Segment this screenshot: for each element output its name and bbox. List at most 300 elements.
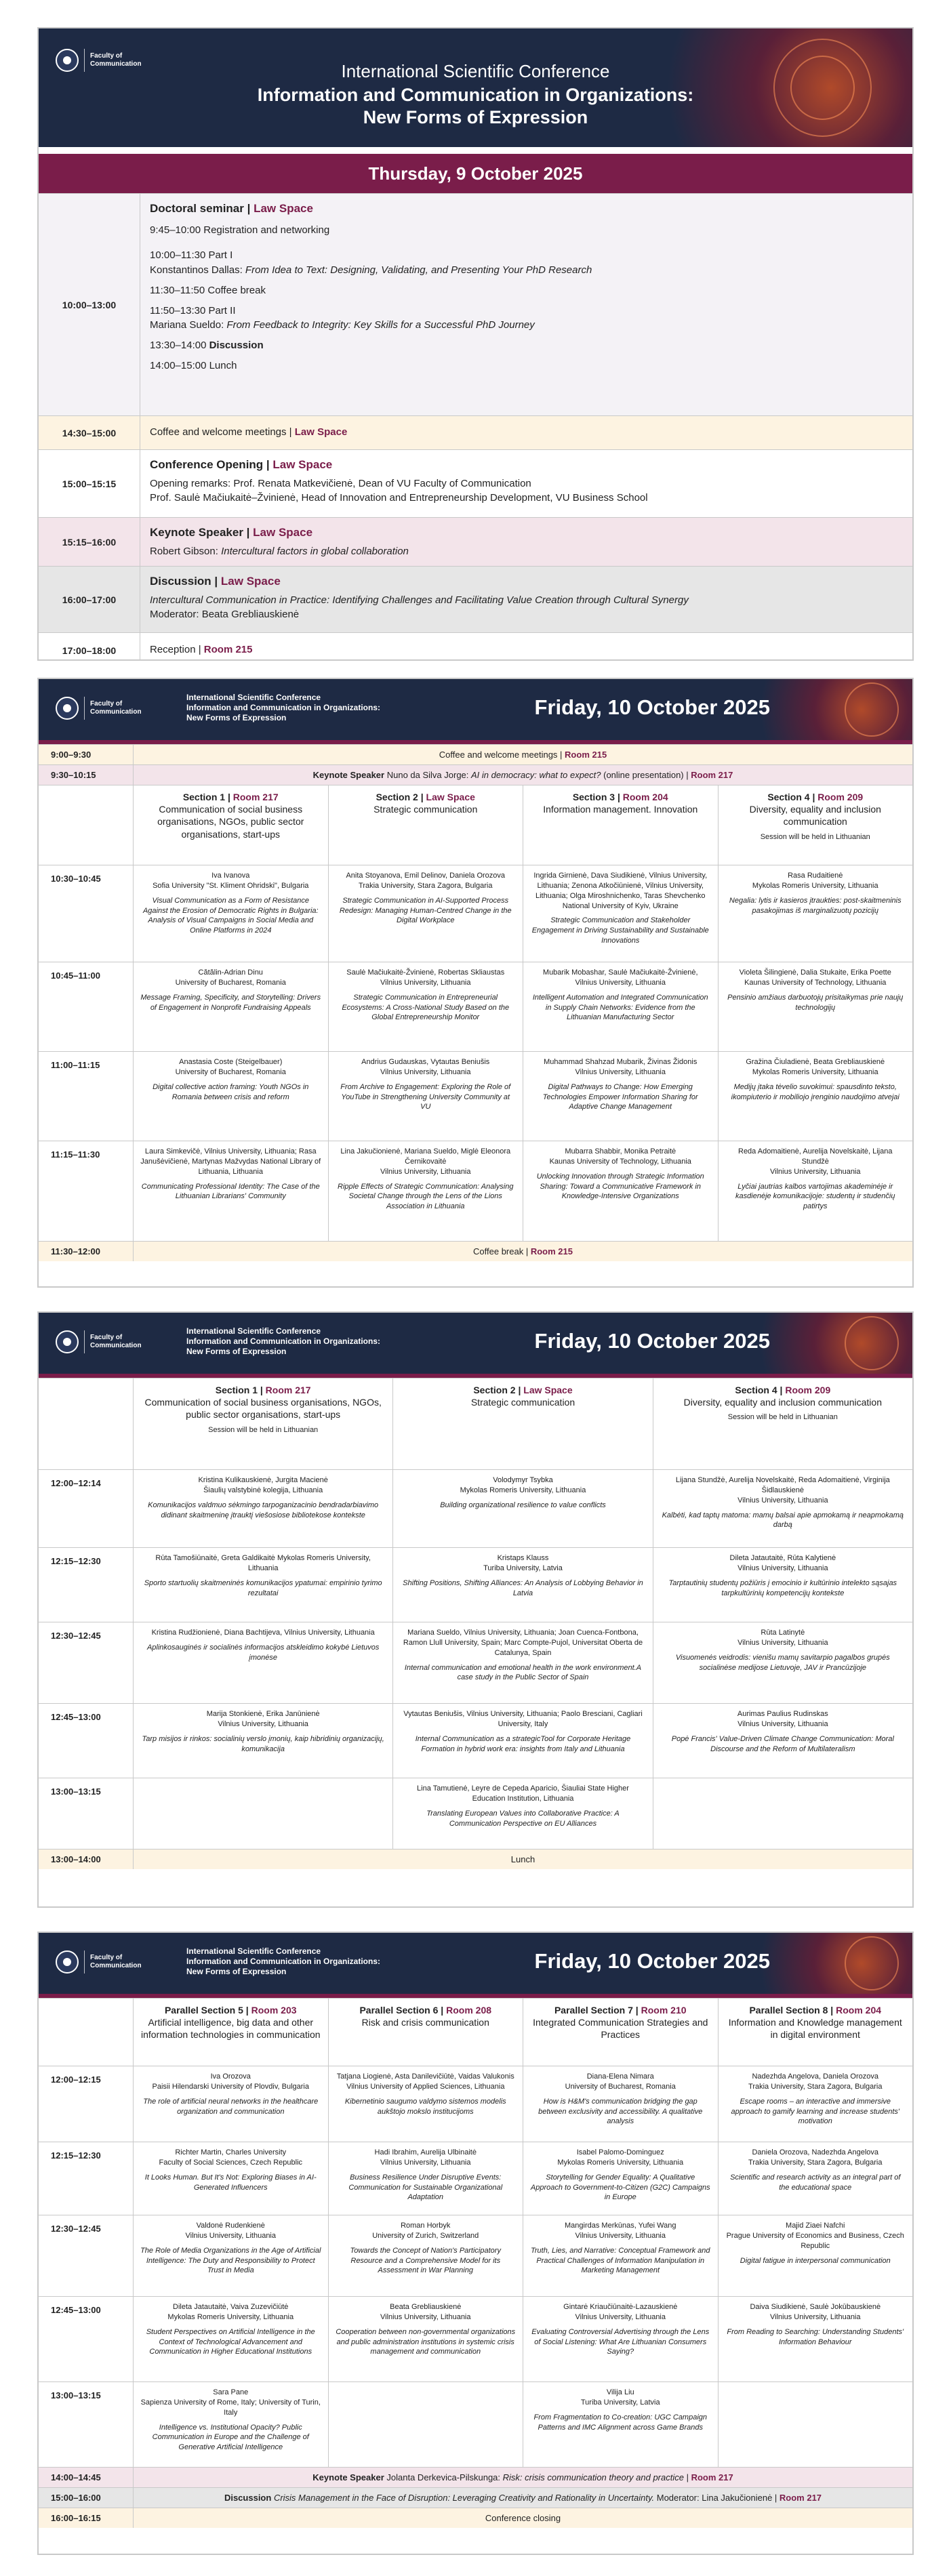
a-text: Diana-Elena Nimara University of Bucharest, Romania <box>565 2072 676 2091</box>
a-text: Rūta Tamošiūnaitė, Greta Galdikaitė Mykolas Romeris University, Lithuania <box>155 1554 371 1572</box>
time-slot: 14:00–14:45 <box>39 2468 134 2487</box>
note-text: Session will be held in Lithuanian <box>727 1413 838 1422</box>
title-text: Conference Opening <box>150 458 264 471</box>
mod-text: Moderator: Beata Grebliauskienė <box>150 609 300 621</box>
friday-panel-3 <box>37 1931 914 2555</box>
discussion-row <box>39 2487 912 2508</box>
name-text: Section 1 | <box>215 1385 266 1395</box>
time-slot: 11:15–11:30 <box>39 1141 134 1241</box>
time-slot: 9:30–10:15 <box>39 765 134 785</box>
session-cell <box>134 2215 329 2296</box>
section-header <box>653 1378 912 1469</box>
section-header <box>523 1999 719 2066</box>
t-text: Strategic Communication in AI-Supported Process Redesign: Managing Human-Centred Change in the Digital Workplace <box>339 896 512 925</box>
session-cell <box>393 1622 653 1703</box>
session-cell <box>134 865 329 962</box>
t-text: Escape rooms – an interactive and immersive approach to gamify learning and increase students' motivation <box>731 2097 900 2126</box>
reception-row: 17:00–18:00 Reception | Room 215 <box>39 632 912 661</box>
section-headers <box>39 785 912 865</box>
slot-row <box>39 2066 912 2142</box>
a-text: Aurimas Paulius Rudinskas Vilnius University, Lithuania <box>737 1710 828 1728</box>
a-text: Saulė Mačiukaitė-Žvinienė, Robertas Skliaustas Vilnius University, Lithuania <box>346 968 505 987</box>
a-text: Anita Stoyanova, Emil Delinov, Daniela Orozova Trakia University, Stara Zagora, Bulgaria <box>346 872 506 890</box>
t-text: Visuomenės veidrodis: vienišu mamų savitarpio pagalbos grupės socialinėse medijose Lietuvoje, JAV ir Prancūzijoje <box>675 1653 890 1672</box>
room-text: Law Space <box>523 1385 573 1395</box>
a-text: Marija Stonkienė, Erika Janūnienė Vilnius University, Lithuania <box>206 1710 320 1728</box>
time-slot: 13:00–13:15 <box>39 2382 134 2467</box>
t-text: Digital Pathways to Change: How Emerging Technologies Empower Information Sharing for Adaptive Change Management <box>542 1082 698 1111</box>
t-text: Internal Communication as a strategicTool for Corporate Heritage Formation in hybrid work era: insights from Italy and Lithuania <box>415 1734 631 1753</box>
l6a-text: Mariana Sueldo: <box>150 319 227 331</box>
t-text: Digital fatigue in interpersonal communication <box>740 2256 891 2265</box>
line1-text: International Scientific Conference <box>186 1946 321 1956</box>
t-text: Tarptautinių studentų požiūris į emocinio ir kultūrinio intelekto sąsajas tarpkultūrinių kompetencijų kontekste <box>668 1578 897 1597</box>
section-header <box>719 785 913 865</box>
section-header <box>719 1999 913 2066</box>
t-text: Towards the Concept of Nation's Participatory Resource and a Comprehensive Model for its Assessment in War Planning <box>350 2246 501 2275</box>
a-text: Beata Grebliauskienė Vilnius University, Lithuania <box>380 2303 471 2321</box>
a-text: Mubarra Shabbir, Monika Petraitė Kaunas University of Technology, Lithuania <box>549 1147 691 1166</box>
a-text: Sara Pane Sapienza University of Rome, Italy; University of Turin, Italy <box>140 2388 321 2417</box>
text-text: Lunch <box>510 1854 535 1864</box>
t-text: Negalia: lytis ir kasieros įtraukties: post-skaitmeninis pasakojimas iš marginalizuotų pozicijų <box>729 896 902 915</box>
name-text: Parallel Section 6 | <box>359 2005 447 2016</box>
l1-text: Opening remarks: Prof. Renata Matkevičienė, Dean of VU Faculty of Communication <box>150 477 531 489</box>
a-text: Majid Ziaei Nafchi Prague University of Economics and Business, Czech Republic <box>726 2222 904 2250</box>
time-slot: 15:00–16:00 <box>39 2488 134 2508</box>
friday-panel-1 <box>37 678 914 1288</box>
friday-banner <box>39 1933 912 1994</box>
session-cell <box>329 2215 524 2296</box>
a-text: Lina Jakučionienė, Mariana Sueldo, Miglė Eleonora Černikovaitė Vilnius University, Lithuania <box>340 1147 511 1176</box>
session-cell <box>134 962 329 1051</box>
t-text: Business Resilience Under Disruptive Events: Communication for Sustainable Organizational Adaptation <box>348 2173 503 2202</box>
time-slot <box>39 1999 134 2066</box>
note-text: Session will be held in Lithuanian <box>760 832 870 841</box>
speaker-text: Robert Gibson: <box>150 545 222 557</box>
session-cell <box>719 2382 913 2467</box>
topic-text: Information management. Innovation <box>543 804 698 815</box>
day2_date-text: Friday, 10 October 2025 <box>534 1949 770 1973</box>
t-text: Communicating Professional Identity: The Case of the Lithuanian Librarians' Community <box>141 1182 320 1201</box>
time-slot: 12:15–12:30 <box>39 2142 134 2215</box>
text-text: Reception <box>150 644 196 655</box>
a-text: Iva Ivanova Sofia University "St. Kliment Ohridski", Bulgaria <box>153 872 309 890</box>
room-text: Room 204 <box>836 2005 882 2016</box>
session-cell <box>523 962 719 1051</box>
session-cell <box>653 1470 912 1547</box>
session-cell <box>719 2142 913 2215</box>
post-text: Moderator: Lina Jakučionienė | <box>654 2493 780 2503</box>
a-text: Vytautas Beniušis, Vilnius University, Lithuania; Paolo Bresciani, Cagliari University, Italy <box>403 1710 643 1728</box>
session-cell <box>329 2297 524 2381</box>
session-cell <box>329 2382 524 2467</box>
session-cell <box>523 865 719 962</box>
a-text: Volodymyr Tsybka Mykolas Romeris University, Lithuania <box>460 1476 586 1494</box>
name-text: Section 2 | <box>376 792 426 802</box>
room-text: Room 215 <box>203 644 253 655</box>
a-text: Mangirdas Merkūnas, Yufei Wang Vilnius University, Lithuania <box>565 2222 676 2240</box>
opening-row: 15:00–15:15 Conference Opening | Law Space Opening remarks: Prof. Renata Matkevičienė, Dean of VU Faculty of Communication Prof. Saulė Mačiukaitė–Žvinienė, Head of Innovation and Entrepreneurship Development, VU Business School <box>39 449 912 517</box>
a-text: Dileta Jatautaitė, Rūta Kalytienė Vilnius University, Lithuania <box>729 1554 836 1572</box>
post-text: | <box>683 2472 691 2482</box>
line3-text: New Forms of Expression <box>186 1347 287 1356</box>
l3b-text: From Idea to Text: Designing, Validating, and Presenting Your PhD Research <box>245 264 592 277</box>
t-text: Scientific and research activity as an integral part of the educational space <box>730 2173 901 2192</box>
session-cell <box>523 2382 719 2467</box>
session-cell <box>329 962 524 1051</box>
a-text: Valdonė Rudenkienė Vilnius University, Lithuania <box>185 2222 276 2240</box>
room-text: Room 217 <box>691 770 733 780</box>
keynote-row <box>39 2467 912 2487</box>
time-slot: 10:30–10:45 <box>39 865 134 962</box>
talk-text: Intercultural Communication in Practice: Identifying Challenges and Facilitating Value Creation through Cultural Synergy <box>150 594 689 606</box>
room-text: Room 203 <box>251 2005 297 2016</box>
session-cell <box>719 865 913 962</box>
t-text: Storytelling for Gender Equality: A Qualitative Approach to Government-to-Citizen (G2C) Campaigns in Europe <box>530 2173 710 2202</box>
session-cell <box>134 1141 329 1241</box>
a-text: Mubarik Mobashar, Saulė Mačiukaitė-Žvinienė, Vilnius University, Lithuania <box>542 968 698 987</box>
slot-row <box>39 1778 912 1849</box>
time-slot: 12:45–13:00 <box>39 1704 134 1778</box>
session-cell <box>523 2066 719 2142</box>
a-text: Richter Martin, Charles University Faculty of Social Sciences, Czech Republic <box>159 2148 303 2167</box>
t-text: Pensinio amžiaus darbuotojų prisitaikymas prie naujų technologijų <box>727 993 904 1012</box>
a-text: Kristaps Klauss Turiba University, Latvia <box>483 1554 563 1572</box>
name-text: Section 4 | <box>767 792 818 802</box>
t-text: Building organizational resilience to value conflicts <box>440 1500 606 1509</box>
a-text: Roman Horbyk University of Zurich, Switzerland <box>372 2222 479 2240</box>
session-cell <box>134 2142 329 2215</box>
a-text: Lina Tamutienė, Leyre de Cepeda Aparicio, Šiauliai State Higher Education Institution, Lithuania <box>417 1784 629 1803</box>
time-slot: 15:15–16:00 <box>39 518 140 566</box>
session-cell <box>329 2066 524 2142</box>
time-slot: 12:45–13:00 <box>39 2297 134 2381</box>
title-text: Keynote Speaker <box>150 526 243 539</box>
room-text: Law Space <box>254 202 313 215</box>
session-cell <box>393 1704 653 1778</box>
talk-text: Intercultural factors in global collaboration <box>221 545 409 557</box>
discussion-row: 16:00–17:00 Discussion | Law Space Intercultural Communication in Practice: Identifying Challenges and Facilitating Value Creation through Cultural Synergy Moderator: Beata Grebliauskienė <box>39 566 912 632</box>
session-cell <box>329 2142 524 2215</box>
keynote-row <box>39 764 912 785</box>
a-text: Dileta Jatautaitė, Vaiva Zuzevičiūtė Mykolas Romeris University, Lithuania <box>167 2303 294 2321</box>
l7a-text: 13:30–14:00 <box>150 340 209 352</box>
topic-text: Integrated Communication Strategies and Practices <box>533 2017 708 2041</box>
l8-text: 14:00–15:00 Lunch <box>150 359 237 371</box>
session-cell <box>719 1141 913 1241</box>
t-text: Ripple Effects of Strategic Communication: Analysing Societal Change through the Lens of the Lions Association in Lithuania <box>338 1182 514 1211</box>
t-text: Cooperation between non-governmental organizations and public administration institutions in systemic crisis management and communication <box>336 2327 516 2356</box>
a-text: Laura Simkevičė, Vilnius University, Lithuania; Rasa Janušėvičienė, Martynas Mažvydas National Library of Lithuania, Lithuania <box>140 1147 321 1176</box>
session-cell <box>393 1470 653 1547</box>
topic-text: Strategic communication <box>373 804 478 815</box>
day-title: Thursday, 9 October 2025 <box>39 154 912 193</box>
mid-text: Nuno da Silva Jorge: <box>384 770 472 780</box>
topic-text: Information and Knowledge management in digital environment <box>728 2017 902 2041</box>
name-text: Parallel Section 7 | <box>554 2005 641 2016</box>
t-text: How is H&M's communication bridging the gap between exclusivity and accessibility. A qualitative analysis <box>538 2097 703 2126</box>
talk-text: Crisis Management in the Face of Disruption: Leveraging Creativity and Rationality in Uncertainty. <box>273 2493 655 2503</box>
doctoral-seminar-row: 10:00–13:00 Doctoral seminar | Law Space 9:45–10:00 Registration and networking 10:00–11:30 Part I Konstantinos Dallas: From Idea to Text: Designing, Validating, and Presenting Your PhD Research 11:30–11:50 Coffee break 11:50–13:30 Part II Mariana Sueldo: From Feedback to Integrity: Key Skills for a Successful PhD Journey 13:30–14:00 Discussion 14:00–15:00 Lunch <box>39 193 912 415</box>
coffee-row <box>39 744 912 764</box>
a-text: Vilija Liu Turiba University, Latvia <box>580 2388 660 2407</box>
t-text: Truth, Lies, and Narrative: Conceptual Framework and Practical Challenges of Information Manipulation in Marketing Management <box>530 2246 710 2275</box>
session-cell <box>653 1704 912 1778</box>
line3-text: New Forms of Expression <box>363 107 588 127</box>
t-text: Student Perspectives on Artificial Intelligence in the Context of Technological Advancement and Communication in Higher Educational Institutions <box>146 2327 315 2356</box>
slot-row <box>39 1469 912 1547</box>
slot-row <box>39 2215 912 2296</box>
session-cell <box>719 2215 913 2296</box>
session-cell <box>653 1778 912 1849</box>
time-slot: 16:00–17:00 <box>39 567 140 632</box>
faculty-logo <box>56 1950 148 1974</box>
time-slot: 15:00–15:15 <box>39 450 140 517</box>
topic-text: Diversity, equality and inclusion communication <box>749 804 881 827</box>
lunch-row <box>39 1849 912 1869</box>
session-cell <box>653 1622 912 1703</box>
t-text: Strategic Communication in Entrepreneurial Ecosystems: A Cross-National Study Based on the Global Entrepreneurship Monitor <box>342 993 510 1022</box>
t-text: Lyčiai jautrias kalbos vartojimas akademinėje ir kasdienėje komunikacijoje: studentų ir studenčių patirtys <box>735 1182 895 1211</box>
topic-text: Risk and crisis communication <box>361 2017 489 2028</box>
talk-text: AI in democracy: what to expect? <box>471 770 601 780</box>
a-text: Rasa Rudaitienė Mykolas Romeris University, Lithuania <box>752 872 878 890</box>
t-text: Internal communication and emotional health in the work environment.A case study in the Public Sector of Spain <box>404 1663 642 1682</box>
a-text: Nadezhda Angelova, Daniela Orozova Trakia University, Stara Zagora, Bulgaria <box>748 2072 883 2091</box>
a-text: Mariana Sueldo, Vilnius University, Lithuania; Joan Cuenca-Fontbona, Ramon Llull University, Spain; Marc Compte-Pujol, Universitat Oberta de Catalunya, Spain <box>403 1629 643 1657</box>
mid-text: Jolanta Derkevica-Pilskunga: <box>384 2472 503 2482</box>
t-text: Digital collective action framing: Youth NGOs in Romania between crisis and reform <box>153 1082 309 1101</box>
slot-row <box>39 1141 912 1241</box>
room-text: Room 215 <box>565 750 607 760</box>
session-cell <box>329 1052 524 1141</box>
room-text: Room 209 <box>785 1385 831 1395</box>
session-cell <box>523 1141 719 1241</box>
friday-banner <box>39 1313 912 1374</box>
topic-text: Communication of social business organisations, NGOs, public sector organisations, start-ups <box>157 804 304 840</box>
a-text: Rūta Latinytė Vilnius University, Lithuania <box>737 1629 828 1647</box>
line1-text: International Scientific Conference <box>186 1326 321 1336</box>
faculty-logo <box>56 697 148 720</box>
t-text: Strategic Communication and Stakeholder Engagement in Driving Sustainability and Sustainable Innovations <box>531 916 709 945</box>
t-text: From Archive to Engagement: Exploring the Role of YouTube in Strengthening University Community at VU <box>340 1082 511 1111</box>
text-text: Conference closing <box>485 2513 561 2523</box>
section-header <box>393 1378 653 1469</box>
t-text: Intelligence vs. Institutional Opacity? Public Communication in Europe and the Challenge of Generative Artificial Intelligence <box>152 2423 309 2452</box>
a-text: Hadi Ibrahim, Aurelija Ulbinaitė Vilnius University, Lithuania <box>374 2148 477 2167</box>
day2_date-text: Friday, 10 October 2025 <box>534 1329 770 1353</box>
coffee-row: 14:30–15:00 Coffee and welcome meetings | Law Space <box>39 415 912 449</box>
room-text: Law Space <box>272 458 333 471</box>
t-text: Sporto startuolių skaitmeninės komunikacijos ypatumai: empirinio tyrimo rezultatai <box>144 1578 382 1597</box>
room-text: Law Space <box>294 426 348 438</box>
faculty_logo-text: Faculty of Communication <box>90 700 142 716</box>
t-text: It Looks Human. But It's Not: Exploring Biases in AI-Generated Influencers <box>144 2173 317 2192</box>
session-cell <box>134 1470 393 1547</box>
a-text: Reda Adomaitienė, Aurelija Novelskaitė, Lijana Stundžė Vilnius University, Lithuania <box>738 1147 893 1176</box>
section-header <box>134 1999 329 2066</box>
section-header <box>329 1999 524 2066</box>
university-seal-icon <box>56 1330 79 1353</box>
slot-row <box>39 1547 912 1622</box>
a-text: Ingrida Girnienė, Dava Siudikienė, Vilnius University, Lithuania; Zenona Atkočiūnienė, Vilnius University, Lithuania; Olga Miroshnichenko, Taras Shevchenko National University of Kyiv, Ukraine <box>533 872 708 910</box>
university-seal-icon <box>56 1950 79 1974</box>
faculty-logo <box>56 1330 148 1353</box>
line2-text: Information and Communication in Organizations: <box>186 1336 381 1346</box>
room-text: Law Space <box>220 575 281 588</box>
section-headers <box>39 1378 912 1469</box>
slot-row <box>39 2296 912 2381</box>
line2-text: Information and Communication in Organizations: <box>186 1957 381 1966</box>
a-text: Gražina Čiuladienė, Beata Grebliauskienė Mykolas Romeris University, Lithuania <box>746 1058 885 1076</box>
name-text: Section 1 | <box>182 792 233 802</box>
text-text: Coffee break | <box>473 1246 531 1256</box>
session-cell <box>134 2297 329 2381</box>
a-text: Daiva Siudikienė, Saulė Jokūbauskienė Vilnius University, Lithuania <box>750 2303 881 2321</box>
a-text: Daniela Orozova, Nadezhda Angelova Trakia University, Stara Zagora, Bulgaria <box>748 2148 883 2167</box>
t-text: The role of artificial neural networks in the healthcare organization and communication <box>143 2097 319 2116</box>
room-text: Law Space <box>426 792 475 802</box>
name-text: Section 2 | <box>473 1385 524 1395</box>
t-text: From Fragmentation to Co-creation: UGC Campaign Patterns and IMC Alignment across Game Brands <box>533 2413 708 2432</box>
faculty_logo-text: Faculty of Communication <box>90 52 142 68</box>
t-text: From Reading to Searching: Understanding Students' Information Behaviour <box>727 2327 904 2346</box>
slot-row <box>39 1703 912 1778</box>
session-cell <box>719 1052 913 1141</box>
slot-row <box>39 2381 912 2467</box>
t-text: Intelligent Automation and Integrated Communication in Supply Chain Networks: Evidence from the Lithuanian Manufacturing Sector <box>532 993 708 1022</box>
time-slot: 12:30–12:45 <box>39 2215 134 2296</box>
pre-text: Keynote Speaker <box>312 2472 384 2482</box>
session-cell <box>393 1778 653 1849</box>
topic-text: Diversity, equality and inclusion communication <box>683 1397 882 1408</box>
talk-text: Risk: crisis communication theory and practice <box>502 2472 684 2482</box>
t-text: Komunikacijos valdmuo sėkmingo tarpoganizacinio bendradarbiavimo didinant skaitmeninę įtrauktį viešosiose bibliotekose kontekste <box>148 1500 379 1519</box>
t-text: Tarp misijos ir rinkos: socialinių verslo įmonių, kaip hibridinių organizacijų, komunikacija <box>142 1734 384 1753</box>
session-cell <box>134 1548 393 1622</box>
faculty_logo-text: Faculty of Communication <box>90 1334 142 1349</box>
t-text: Unlocking Innovation through Strategic Information Sharing: Toward a Communicative Framework in Knowledge-Intensive Organizations <box>536 1172 704 1201</box>
line3-text: New Forms of Expression <box>186 713 287 722</box>
topic-text: Communication of social business organisations, NGOs, public sector organisations, start-ups <box>144 1397 382 1420</box>
time-slot <box>39 785 134 865</box>
room-text: Room 215 <box>530 1246 573 1256</box>
time-slot: 13:00–14:00 <box>39 1849 134 1869</box>
day2_date-text: Friday, 10 October 2025 <box>534 695 770 719</box>
slot-row <box>39 1622 912 1703</box>
time-slot: 16:00–16:15 <box>39 2508 134 2528</box>
session-cell <box>653 1548 912 1622</box>
title-text: Discussion <box>150 575 211 588</box>
pre-text: Keynote Speaker <box>312 770 385 780</box>
l2-text: Prof. Saulė Mačiukaitė–Žvinienė, Head of Innovation and Entrepreneurship Development, VU Business School <box>150 492 648 504</box>
t-text: Shifting Positions, Shifting Alliances: An Analysis of Lobbying Behavior in Latvia <box>403 1578 643 1597</box>
session-cell <box>134 1052 329 1141</box>
session-cell <box>134 1778 393 1849</box>
line2-text: Information and Communication in Organizations: <box>257 85 694 105</box>
coffee-break-row <box>39 1241 912 1261</box>
t-text: The Role of Media Organizations in the Age of Artificial Intelligence: The Duty and Responsibility to Protect Trust in Media <box>140 2246 321 2275</box>
time-slot: 12:00–12:15 <box>39 2066 134 2142</box>
room-text: Room 208 <box>446 2005 492 2016</box>
t-text: Medijų įtaka tėvelio suvokimui: spausdinto teksto, ikompiuterio ir mobiliojo įrenginio naudojimo atvejai <box>731 1082 899 1101</box>
time-slot: 10:00–13:00 <box>39 194 140 415</box>
keynote-row: 15:15–16:00 Keynote Speaker | Law Space Robert Gibson: Intercultural factors in global collaboration <box>39 517 912 566</box>
a-text: Anastasia Coste (Steigelbauer) University of Bucharest, Romania <box>175 1058 286 1076</box>
friday-panel-2 <box>37 1311 914 1908</box>
session-cell <box>523 2297 719 2381</box>
text-text: Coffee and welcome meetings | <box>439 750 565 760</box>
t-text: Aplinkosauginės ir socialinės informacijos atskleidimo kokybė Lietuvos įmonėse <box>146 1643 380 1662</box>
line3-text: New Forms of Expression <box>186 1967 287 1976</box>
session-cell <box>134 2066 329 2142</box>
closing-row <box>39 2508 912 2528</box>
session-cell <box>134 1704 393 1778</box>
section-header <box>329 785 524 865</box>
line1-text: International Scientific Conference <box>186 693 321 702</box>
section-header <box>134 1378 393 1469</box>
a-text: Lijana Stundžė, Aurelija Novelskaitė, Reda Adomaitienė, Virginija Šidlauskienė Vilnius University, Lithuania <box>675 1476 890 1505</box>
name-text: Section 3 | <box>572 792 623 802</box>
session-cell <box>523 2142 719 2215</box>
session-cell <box>523 2215 719 2296</box>
a-text: Isabel Palomo-Dominguez Mykolas Romeris University, Lithuania <box>557 2148 684 2167</box>
t-text: Kalbėti, kad taptų matoma: mamų balsai apie apmokamą ir neapmokamą darbą <box>662 1511 904 1530</box>
slot-row <box>39 1051 912 1141</box>
l4-text: 11:30–11:50 Coffee break <box>150 284 266 296</box>
session-cell <box>523 1052 719 1141</box>
session-cell <box>719 2066 913 2142</box>
a-text: Gintarė Kriaučiūnaitė-Lazauskienė Vilnius University, Lithuania <box>563 2303 678 2321</box>
l1-text: 9:45–10:00 Registration and networking <box>150 224 330 236</box>
room-text: Room 204 <box>622 792 668 802</box>
session-cell <box>134 1622 393 1703</box>
text-text: Coffee and welcome meetings <box>150 426 287 438</box>
time-slot: 12:00–12:14 <box>39 1470 134 1547</box>
a-text: Kristina Rudžionienė, Diana Bachtijeva, Vilnius University, Lithuania <box>151 1629 375 1637</box>
time-slot: 11:00–11:15 <box>39 1052 134 1141</box>
name-text: Section 4 | <box>735 1385 786 1395</box>
t-text: Message Framing, Specificity, and Storytelling: Drivers of Engagement in Nonprofit Fundraising Appeals <box>140 993 321 1012</box>
time-slot: 9:00–9:30 <box>39 745 134 764</box>
t-text: Kibernetinio saugumo valdymo sistemos modelis aukštojo mokslo institucijoms <box>344 2097 506 2116</box>
session-cell <box>719 962 913 1051</box>
session-cell <box>393 1548 653 1622</box>
topic-text: Strategic communication <box>470 1397 575 1408</box>
time-slot: 14:30–15:00 <box>39 416 140 449</box>
t-text: Translating European Values into Collaborative Practice: A Communication Perspective on EU Alliances <box>426 1809 620 1828</box>
pre-text: Discussion <box>224 2493 272 2503</box>
line1-text: International Scientific Conference <box>341 61 610 81</box>
title-text: Doctoral seminar <box>150 202 244 215</box>
session-cell <box>134 2382 329 2467</box>
slot-row <box>39 865 912 962</box>
time-slot: 11:30–12:00 <box>39 1242 134 1261</box>
university-seal-icon <box>56 697 79 720</box>
a-text: Violeta Šilingienė, Dalia Stukaite, Erika Poette Kaunas University of Technology, Lithuania <box>739 968 891 987</box>
session-cell <box>329 865 524 962</box>
a-text: Cătălin-Adrian Dinu University of Bucharest, Romania <box>175 968 286 987</box>
line2-text: Information and Communication in Organizations: <box>186 703 381 712</box>
session-cell <box>719 2297 913 2381</box>
friday-banner <box>39 679 912 740</box>
l6b-text: From Feedback to Integrity: Key Skills for a Successful PhD Journey <box>226 319 535 331</box>
post-text: (online presentation) | <box>601 770 691 780</box>
conference-banner <box>39 28 912 147</box>
note-text: Session will be held in Lithuanian <box>208 1425 319 1434</box>
time-slot: 13:00–13:15 <box>39 1778 134 1849</box>
